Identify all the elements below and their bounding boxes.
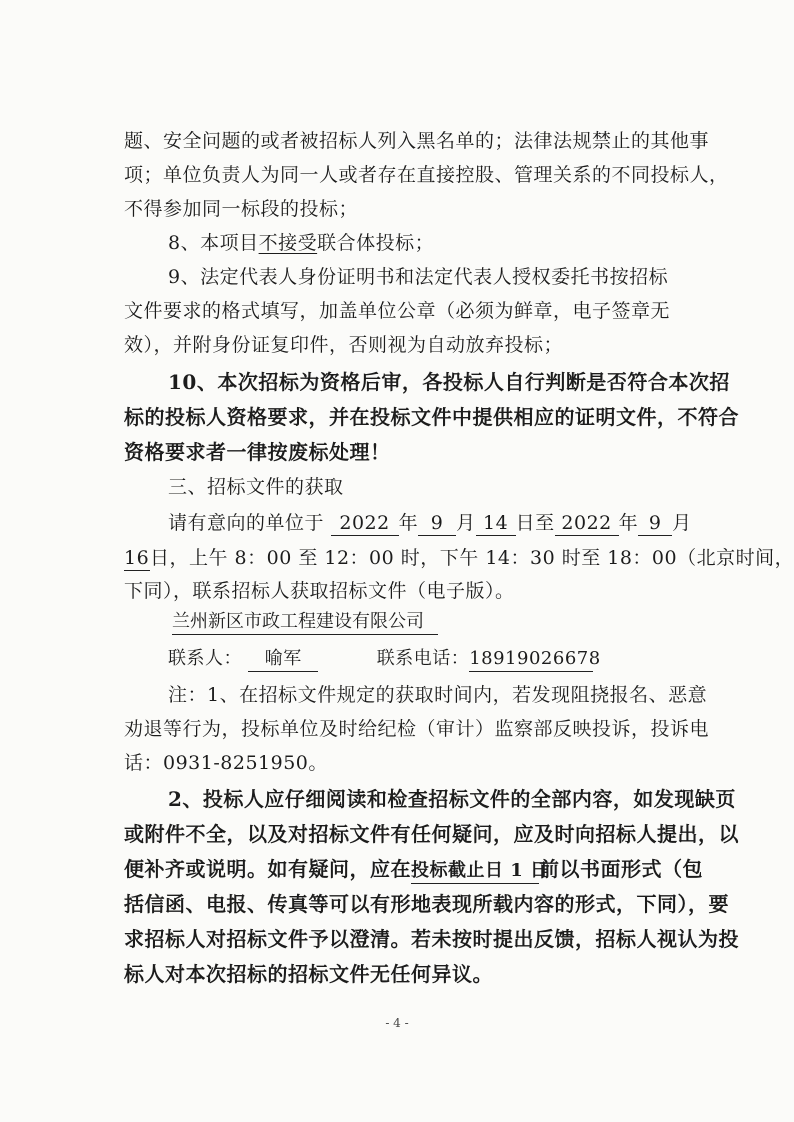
text-span: 日，上午 8：00 至 12：00 时，下午 14：30 时至 18：00（北京时间， xyxy=(150,547,794,569)
phone-label: 联系电话： xyxy=(376,648,470,669)
bold-line: 资格要求者一律按废标处理！ xyxy=(124,440,391,464)
bold-line: 标的投标人资格要求，并在投标文件中提供相应的证明文件，不符合 xyxy=(124,405,739,429)
text-span: 月 xyxy=(672,512,692,534)
text-line: 劝退等行为，投标单位及时给纪检（审计）监察部反映投诉，投诉电 xyxy=(124,718,710,740)
month-end-field: 9 xyxy=(638,511,672,536)
contact-label: 联系人： xyxy=(168,648,242,669)
contact-name-field: 喻军 xyxy=(248,647,318,672)
underlined-text: 不接受 xyxy=(258,232,318,254)
text-span: 请有意向的单位于 xyxy=(168,512,325,534)
bold-line: 2、投标人应仔细阅读和检查招标文件的全部内容，如发现缺页 xyxy=(168,787,736,811)
time-line xyxy=(124,545,794,571)
bold-line: 标人对本次招标的招标文件无任何异议。 xyxy=(124,962,493,986)
year-start-field: 2022 xyxy=(331,511,399,536)
month-start-field: 9 xyxy=(418,511,456,536)
text-span: 前以书面形式（包 xyxy=(539,857,703,881)
text-line: 题、安全问题的或者被招标人列入黑名单的；法律法规禁止的其他事 xyxy=(124,130,710,152)
day-start-field: 14 xyxy=(476,511,516,536)
text-span: 便补齐或说明。如有疑问，应在 xyxy=(124,857,411,881)
text-span: 8、本项目 xyxy=(168,232,259,254)
bold-line: 括信函、电报、传真等可以有形地表现所载内容的形式，下同），要 xyxy=(124,892,729,916)
text-span: 月 xyxy=(456,512,476,534)
text-line: 下同），联系招标人获取招标文件（电子版）。 xyxy=(124,580,515,602)
text-span: 年 xyxy=(618,512,639,534)
bold-line: 10、本次招标为资格后审，各投标人自行判断是否符合本次招 xyxy=(168,370,730,394)
text-line: 项；单位负责人为同一人或者存在直接控股、管理关系的不同投标人， xyxy=(124,164,729,186)
item-8 xyxy=(168,230,728,256)
text-span: 联合体投标； xyxy=(317,232,435,254)
bold-line: 求招标人对招标文件予以澄清。若未按时提出反馈，招标人视认为投 xyxy=(124,927,739,951)
text-line: 话：0931-8251950。 xyxy=(124,752,328,774)
date-range-line xyxy=(168,510,728,536)
text-span: 日至 xyxy=(515,512,555,534)
text-line: 不得参加同一标段的投标； xyxy=(124,198,359,220)
text-line: 文件要求的格式填写，加盖单位公章（必须为鲜章，电子签章无 xyxy=(124,300,671,322)
section-heading: 三、招标文件的获取 xyxy=(168,476,344,498)
deadline-field: 投标截止日 1 日 xyxy=(411,859,539,884)
deadline-line xyxy=(124,856,703,884)
company-name: 兰州新区市政工程建设有限公司 xyxy=(172,610,438,635)
text-span: 年 xyxy=(398,512,419,534)
year-end-field: 2022 xyxy=(555,511,619,536)
day-end-field: 16 xyxy=(124,547,150,569)
text-line: 效），并附身份证复印件，否则视为自动放弃投标； xyxy=(124,334,564,356)
bold-line: 或附件不全，以及对招标文件有任何疑问，应及时向招标人提出，以 xyxy=(124,822,739,846)
text-line: 注：1、在招标文件规定的获取时间内，若发现阻挠报名、恶意 xyxy=(168,684,708,706)
contact-line xyxy=(168,646,728,672)
text-line: 9、法定代表人身份证明书和法定代表人授权委托书按招标 xyxy=(168,266,669,288)
page-number: - 4 - xyxy=(385,1016,409,1030)
phone-field: 18919026678 xyxy=(469,647,593,672)
